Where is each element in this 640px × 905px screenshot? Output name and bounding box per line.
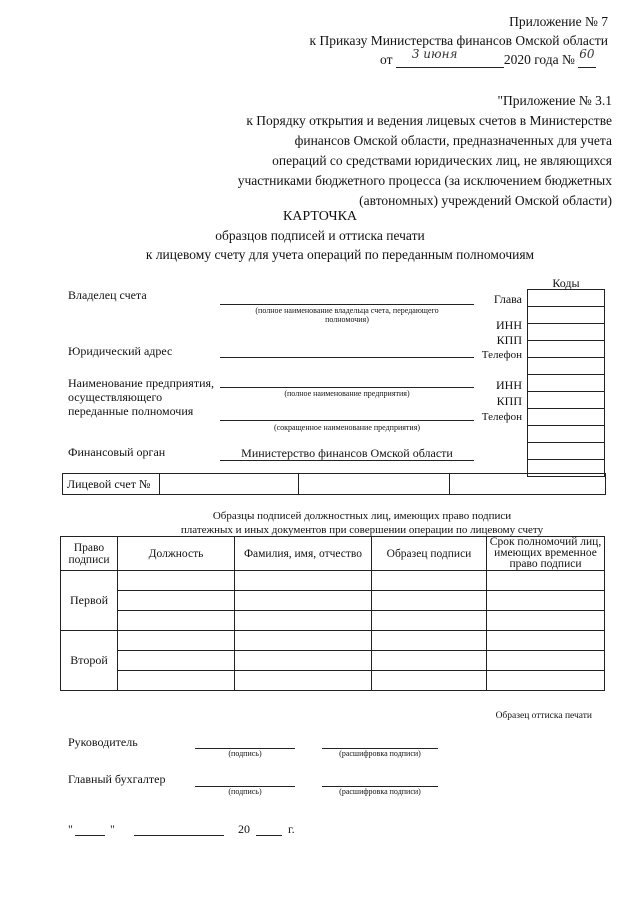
sig-cell[interactable] [372,591,487,611]
sig-cell[interactable] [235,571,372,591]
sig-cell[interactable] [235,671,372,691]
date-day-line[interactable] [75,835,105,836]
codes-inn-label: ИНН [496,318,522,332]
date-quote-open: " [68,822,73,836]
head-label: Руководитель [68,735,138,749]
col-position-header: Должность [118,537,235,571]
date-suffix: г. [288,822,295,836]
code-cell-inn-2[interactable] [528,392,605,409]
appendix-line1: "Приложение № 3.1 [497,93,612,108]
sig-cell[interactable] [487,671,605,691]
code-cell-kpp[interactable] [528,341,605,358]
accountant-label: Главный бухгалтер [68,772,166,786]
account-cell-2[interactable] [299,474,450,495]
enterprise-full-hint: (полное наименование предприятия) [284,389,410,398]
fin-label: Финансовый орган [68,445,166,459]
stamp-caption: Образец оттиска печати [495,711,592,721]
code-cell-inn[interactable] [528,324,605,341]
col-signature-header: Образец подписи [372,537,487,571]
sig-cell[interactable] [487,631,605,651]
signature-table [60,536,605,691]
sig-cell[interactable] [118,651,235,671]
header-date-year: 2020 года № [503,52,575,67]
codes-phone2-label: Телефон [481,411,522,423]
number-handwritten-field [578,47,596,68]
sig-cell[interactable] [487,571,605,591]
header-line2: к Приказу Министерства финансов Омской области [309,33,608,48]
sig-cell[interactable] [372,651,487,671]
samples-caption-2: платежных и иных документов при совершении операции по лицевому счету [180,524,544,536]
accountant-decode-hint: (расшифровка подписи) [339,787,421,796]
address-label: Юридический адрес [68,344,173,358]
col-term-header: Срок полномочий лиц, имеющих временное право подписи [487,537,605,571]
code-cell-blank[interactable] [528,307,605,324]
sig-cell[interactable] [487,611,605,631]
enterprise-label-2: осуществляющего [68,390,163,404]
codes-glava-label: Глава [493,292,522,306]
appendix-line6: (автономных) учреждений Омской области) [359,193,612,208]
row-second-label: Второй [61,631,118,691]
row-first-label: Первой [61,571,118,631]
enterprise-label-3: переданные полномочия [68,404,194,418]
codes-header: Коды [552,276,580,290]
appendix-line4: операций со средствами юридических лиц, не являющихся [272,153,612,168]
code-cell-blank-2[interactable] [528,375,605,392]
number-handwritten: 60 [579,47,595,61]
fin-line [220,460,474,461]
head-sign-hint: (подпись) [228,749,262,758]
enterprise-short-hint: (сокращенное наименование предприятия) [273,423,421,432]
sig-cell[interactable] [118,591,235,611]
date-handwritten: 3 июня [411,47,458,61]
col-right-header: Право подписи [61,537,118,571]
date-month-line[interactable] [134,835,224,836]
sig-cell[interactable] [372,611,487,631]
account-label: Лицевой счет № [63,474,160,495]
sig-cell[interactable] [487,591,605,611]
samples-caption-1: Образцы подписей должностных лиц, имеющих право подписи [212,510,512,522]
header-line1: Приложение № 7 [509,14,608,29]
accountant-sign-hint: (подпись) [228,787,262,796]
sig-cell[interactable] [372,671,487,691]
codes-phone-label: Телефон [481,349,522,361]
enterprise-full-line [220,387,474,388]
code-cell-phone[interactable] [528,358,605,375]
date-quote-close: " [110,822,115,836]
sig-cell[interactable] [487,651,605,671]
header-date-prefix: от [380,52,393,67]
header-date-line [380,47,596,68]
address-line [220,357,474,358]
sig-cell[interactable] [372,571,487,591]
sig-cell[interactable] [118,671,235,691]
codes-table [527,289,605,477]
code-cell-kpp-2[interactable] [528,409,605,426]
sig-cell[interactable] [235,591,372,611]
card-subtitle-2: к лицевому счету для учета операций по переданным полномочиям [145,247,535,262]
fin-value: Министерство финансов Омской области [241,446,453,460]
date-handwritten-field [396,47,504,68]
enterprise-short-line [220,420,474,421]
appendix-line2: к Порядку открытия и ведения лицевых счетов в Министерстве [246,113,612,128]
code-cell-phone-2[interactable] [528,426,605,443]
head-decode-hint: (расшифровка подписи) [339,749,421,758]
account-cell-1[interactable] [160,474,299,495]
codes-kpp-label: КПП [496,333,522,347]
sig-cell[interactable] [118,631,235,651]
code-cell-glava[interactable] [528,290,605,307]
code-cell-blank-3[interactable] [528,443,605,460]
col-name-header: Фамилия, имя, отчество [235,537,372,571]
date-year-line[interactable] [256,835,282,836]
sig-cell[interactable] [235,611,372,631]
sig-cell[interactable] [118,571,235,591]
sig-cell[interactable] [235,651,372,671]
owner-label: Владелец счета [68,288,147,302]
card-subtitle-1: образцов подписей и оттиска печати [215,228,425,243]
appendix-line5: участниками бюджетного процесса (за исключением бюджетных [237,173,612,188]
codes-inn2-label: ИНН [496,378,522,392]
sig-cell[interactable] [372,631,487,651]
owner-hint: (полное наименование владельца счета, передающего полномочия) [255,306,439,324]
enterprise-label-1: Наименование предприятия, [68,376,215,390]
account-table [62,473,606,495]
codes-kpp2-label: КПП [496,394,522,408]
date-year-prefix: 20 [238,822,250,836]
owner-line [220,304,474,305]
account-cell-3[interactable] [450,474,606,495]
sig-cell[interactable] [118,611,235,631]
sig-cell[interactable] [235,631,372,651]
appendix-line3: финансов Омской области, предназначенных для учета [294,133,612,148]
card-title: КАРТОЧКА [282,209,358,224]
